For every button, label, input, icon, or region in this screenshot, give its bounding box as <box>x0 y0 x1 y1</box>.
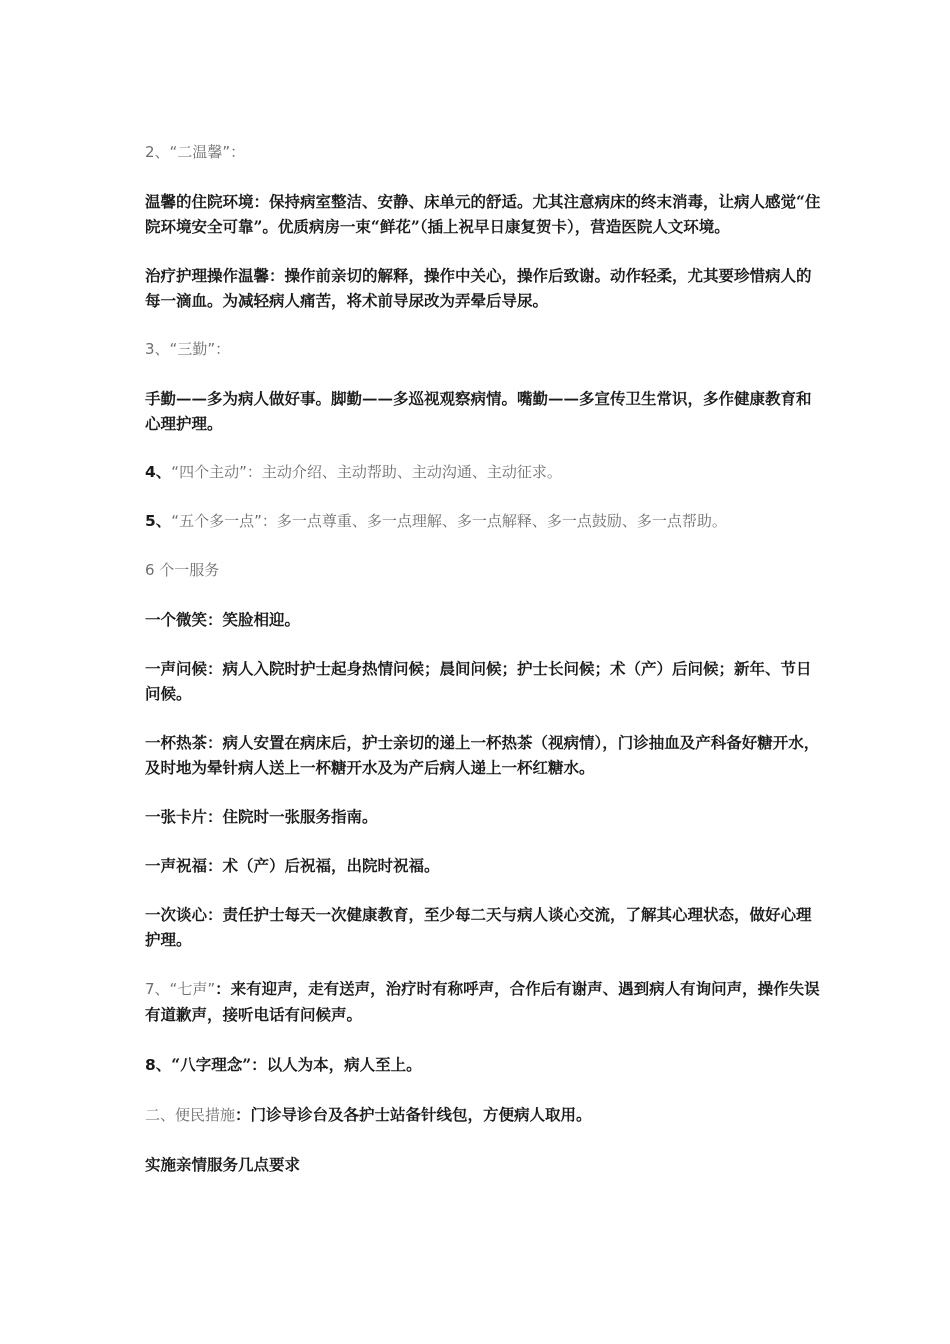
paragraph-convenience-measures <box>145 1102 825 1128</box>
section-6-heading: 6 个一服务 <box>145 561 220 579</box>
paragraph-three-diligence: 手勤——多为病人做好事。脚勤——多巡视观察病情。嘴勤——多宣传卫生常识，多作健康教育和心理护理。 <box>145 389 812 433</box>
paragraph-five-more <box>145 509 825 534</box>
section-4-text: “四个主动”：主动介绍、主动帮助、主动沟通、主动征求。 <box>171 463 562 481</box>
convenience-text: ：门诊导诊台及各护士站备针线包，方便病人取用。 <box>235 1105 592 1124</box>
paragraph-four-initiatives <box>145 460 825 485</box>
paragraph-section-2-heading <box>145 140 825 165</box>
paragraph-ward-environment: 温馨的住院环境：保持病室整洁、安静、床单元的舒适。尤其注意病床的终末消毒，让病人感觉“住院环境安全可靠”。优质病房一束“鲜花”（插上祝早日康复贺卡），营造医院人文环境。 <box>145 192 821 236</box>
paragraph-one-blessing: 一声祝福：术（产）后祝福，出院时祝福。 <box>145 856 440 875</box>
paragraph-one-talk: 一次谈心：责任护士每天一次健康教育，至少每二天与病人谈心交流，了解其心理状态，做好心理护理。 <box>145 905 812 949</box>
paragraph-section-6-heading <box>145 558 825 583</box>
paragraph-treatment-care: 治疗护理操作温馨：操作前亲切的解释，操作中关心，操作后致谢。动作轻柔，尤其要珍惜病人的每一滴血。为减轻病人痛苦，将术前导尿改为弄晕后导尿。 <box>145 266 812 310</box>
paragraph-seven-voices <box>145 976 825 1028</box>
convenience-heading: 二、便民措施 <box>145 1106 236 1124</box>
paragraph-one-greeting: 一声问候：病人入院时护士起身热情问候；晨间问候；护士长问候；术（产）后问候；新年、节日问候。 <box>145 659 812 703</box>
paragraph-one-card: 一张卡片：住院时一张服务指南。 <box>145 807 378 826</box>
section-2-heading: 2、“二温馨”： <box>145 143 246 161</box>
section-7-text: ：来有迎声，走有送声，治疗时有称呼声，合作后有谢声、遇到病人有询问声，操作失误有道歉声，接听电话有问候声。 <box>145 979 820 1024</box>
section-8-text: “八字理念”：以人为本，病人至上。 <box>171 1055 422 1074</box>
section-5-text: “五个多一点”：多一点尊重、多一点理解、多一点解释、多一点鼓励、多一点帮助。 <box>171 512 727 530</box>
section-3-heading: 3、“三勤”： <box>145 340 231 358</box>
paragraph-one-tea: 一杯热茶：病人安置在病床后，护士亲切的递上一杯热茶（视病情），门诊抽血及产科备好糖开水，及时地为晕针病人送上一杯糖开水及为产后病人递上一杯红糖水。 <box>145 733 820 777</box>
section-4-number: 4、 <box>145 463 172 481</box>
section-8-number: 8、 <box>145 1056 172 1074</box>
section-7-heading: 7、“七声” <box>145 980 216 998</box>
paragraph-section-3-heading <box>145 337 825 362</box>
paragraph-requirements-heading: 实施亲情服务几点要求 <box>145 1155 301 1174</box>
paragraph-one-smile: 一个微笑：笑脸相迎。 <box>145 610 301 629</box>
section-5-number: 5、 <box>145 512 172 530</box>
document-body <box>145 140 825 1201</box>
paragraph-eight-words <box>145 1052 825 1078</box>
